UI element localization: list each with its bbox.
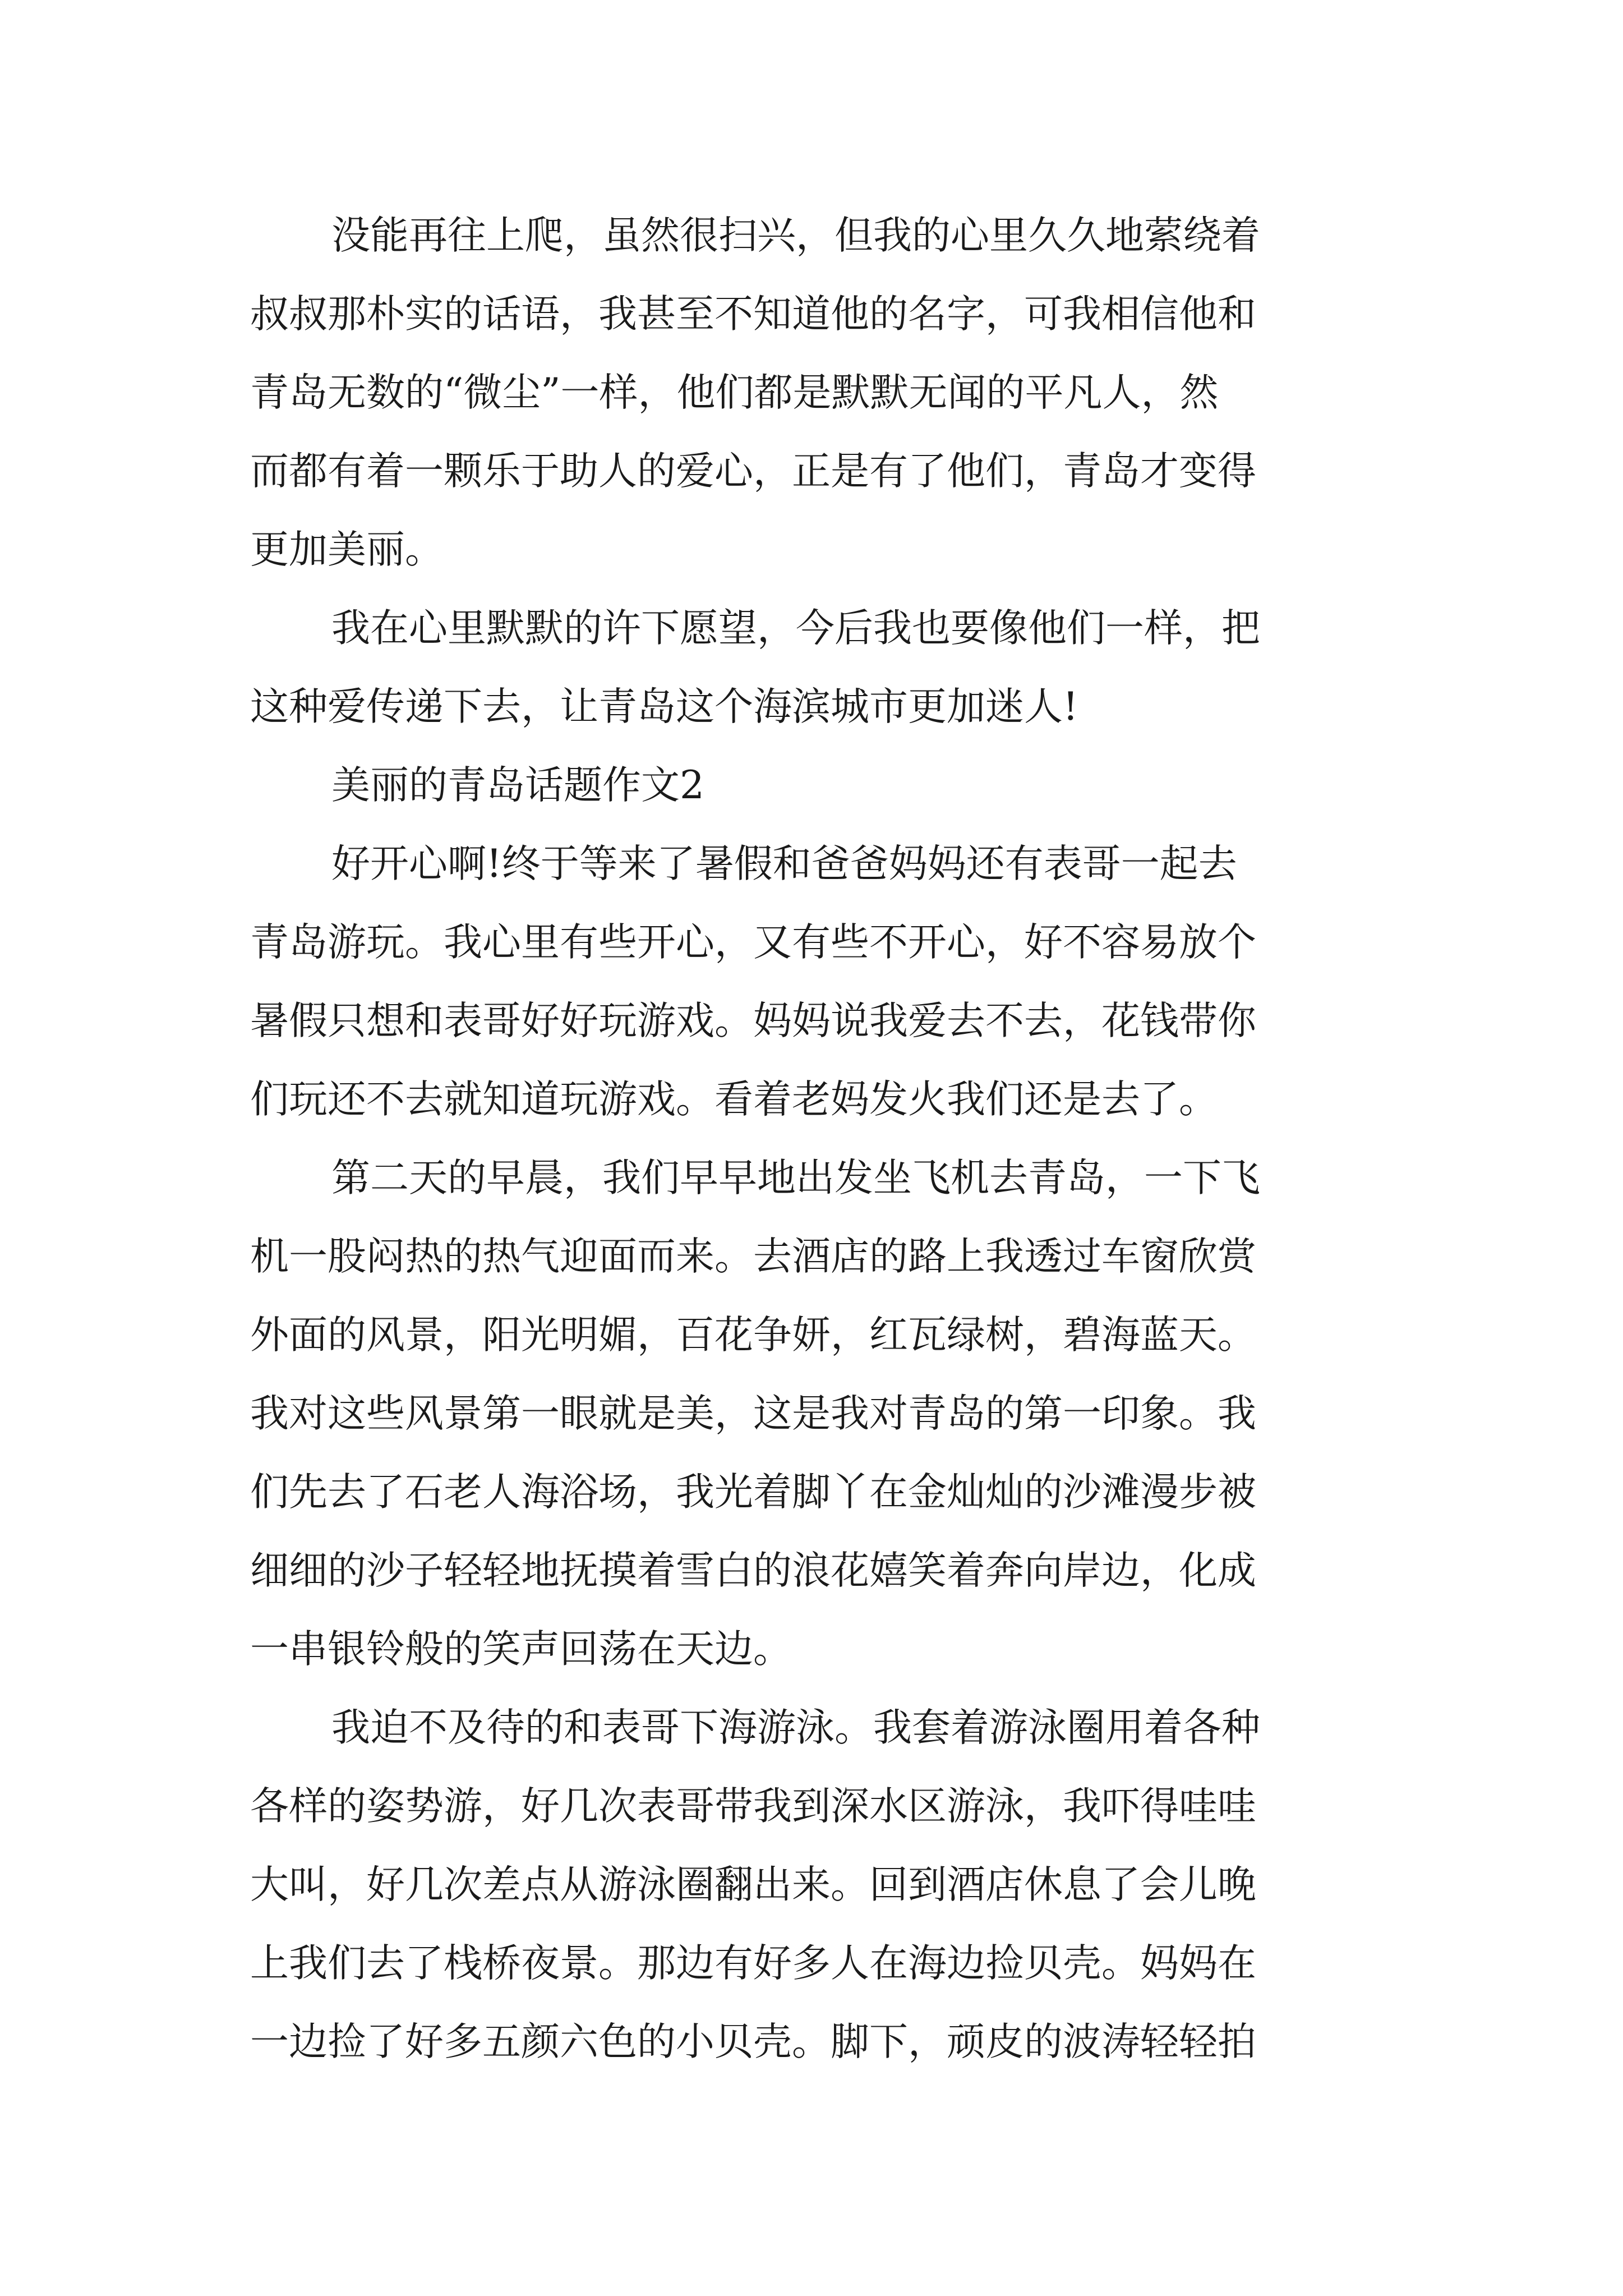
text-line: 这种爱传递下去，让青岛这个海滨城市更加迷人!	[250, 684, 1078, 729]
text-line: 青岛无数的“微尘”一样，他们都是默默无闻的平凡人，然	[250, 370, 1219, 415]
text-line: 大叫，好几次差点从游泳圈翻出来。回到酒店休息了会儿晚	[250, 1862, 1256, 1907]
text-line: 我迫不及待的和表哥下海游泳。我套着游泳圈用着各种	[331, 1705, 1260, 1750]
text-line: 各样的姿势游，好几次表哥带我到深水区游泳，我吓得哇哇	[250, 1784, 1256, 1829]
text-line: 青岛游玩。我心里有些开心，又有些不开心，好不容易放个	[250, 920, 1256, 965]
text-line: 而都有着一颗乐于助人的爱心，正是有了他们，青岛才变得	[250, 449, 1256, 494]
text-line: 我在心里默默的许下愿望，今后我也要像他们一样，把	[331, 606, 1260, 651]
text-line: 一串银铃般的笑声回荡在天边。	[250, 1627, 792, 1672]
text-line: 更加美丽。	[250, 527, 444, 572]
text-line: 们玩还不去就知道玩游戏。看着老妈发火我们还是去了。	[250, 1077, 1218, 1122]
text-line: 上我们去了栈桥夜景。那边有好多人在海边捡贝壳。妈妈在	[250, 1941, 1256, 1986]
text-line: 们先去了石老人海浴场，我光着脚丫在金灿灿的沙滩漫步被	[250, 1470, 1256, 1515]
text-line: 暑假只想和表哥好好玩游戏。妈妈说我爱去不去，花钱带你	[250, 999, 1256, 1043]
text-line: 机一股闷热的热气迎面而来。去酒店的路上我透过车窗欣赏	[250, 1234, 1256, 1279]
section-heading: 美丽的青岛话题作文2	[331, 763, 704, 808]
text-line: 我对这些风景第一眼就是美，这是我对青岛的第一印象。我	[250, 1391, 1256, 1436]
text-line: 第二天的早晨，我们早早地出发坐飞机去青岛，一下飞	[331, 1156, 1260, 1200]
text-line: 一边捡了好多五颜六色的小贝壳。脚下，顽皮的波涛轻轻拍	[250, 2019, 1256, 2064]
text-line: 好开心啊!终于等来了暑假和爸爸妈妈还有表哥一起去	[331, 841, 1237, 886]
text-line: 细细的沙子轻轻地抚摸着雪白的浪花嬉笑着奔向岸边，化成	[250, 1548, 1256, 1593]
text-line: 叔叔那朴实的话语，我甚至不知道他的名字，可我相信他和	[250, 292, 1256, 337]
text-line: 没能再往上爬，虽然很扫兴，但我的心里久久地萦绕着	[331, 213, 1260, 258]
text-line: 外面的风景，阳光明媚，百花争妍，红瓦绿树，碧海蓝天。	[250, 1313, 1256, 1358]
